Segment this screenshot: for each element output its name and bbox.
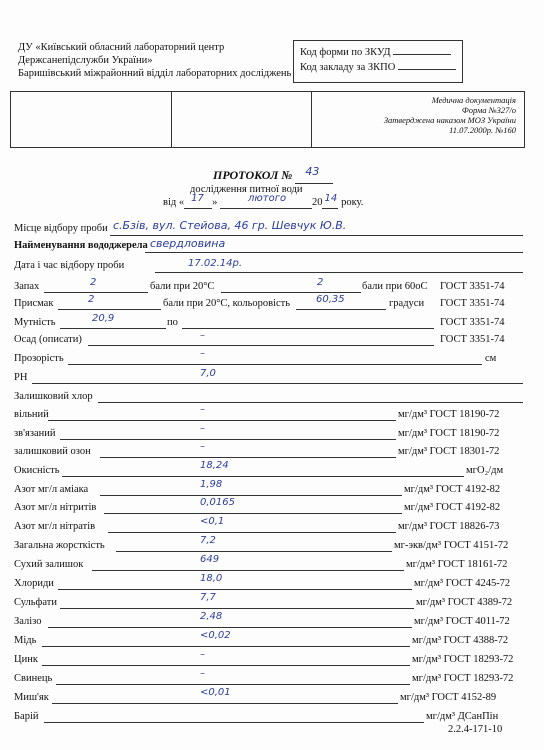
med-line-4: 11.07.2000р. №160 (449, 125, 516, 135)
date-mid: » (212, 197, 218, 208)
hard-label: Загальна жорсткість (14, 540, 105, 551)
smell-line-1 (44, 292, 148, 293)
sed-line (88, 345, 434, 346)
turb-line-1 (60, 328, 166, 329)
smell-value-1: 2 (90, 277, 97, 288)
ozone-value: – (200, 441, 205, 452)
smell-label: Запах (14, 281, 40, 292)
hard-gost: мг-экв/дм³ ГОСТ 4151-72 (394, 540, 509, 551)
org-line-3: Баришівський міжрайонний відділ лабораторних досліджень (18, 68, 292, 79)
bound-value: – (200, 423, 205, 434)
nitrate-gost: мг/дм³ ГОСТ 18826-73 (398, 521, 500, 532)
sed-gost: ГОСТ 3351-74 (440, 334, 505, 345)
protocol-subtitle: дослідження питної води (190, 184, 303, 195)
date-day: 17 (191, 193, 204, 204)
nitrite-gost: мг/дм³ ГОСТ 4192-82 (404, 502, 501, 513)
datetime-value: 17.02.14р. (188, 258, 243, 269)
taste-value-2: 60,35 (316, 294, 345, 305)
amm-value: 1,98 (200, 479, 223, 490)
taste-label: Присмак (14, 298, 54, 309)
taste-gost: ГОСТ 3351-74 (440, 298, 505, 309)
place-label: Місце відбору проби (14, 223, 108, 234)
med-line-1: Медична документація (431, 95, 516, 105)
org-line-1: ДУ «Київський обласний лабораторний центр (18, 42, 225, 53)
box-divider (171, 92, 172, 147)
pb-value: – (200, 668, 205, 679)
med-line-3: Затверджена наказом МОЗ України (383, 115, 516, 125)
source-line (145, 252, 523, 253)
turb-gost: ГОСТ 3351-74 (440, 317, 505, 328)
iron-gost: мг/дм³ ГОСТ 4011-72 (414, 616, 510, 627)
ba-gost: мг/дм³ ДСанПін (426, 711, 499, 722)
hard-value: 7,2 (200, 535, 216, 546)
smell-mid: бали при 20°С (150, 281, 215, 292)
turb-value: 20,9 (92, 313, 115, 324)
dry-gost: мг/дм³ ГОСТ 18161-72 (406, 559, 508, 570)
code-zkud-label: Код форми по ЗКУД (300, 47, 391, 58)
source-label: Найменування вододжерела (14, 240, 148, 251)
iron-value: 2,48 (200, 611, 223, 622)
dry-label: Сухий залишок (14, 559, 84, 570)
ba-gost-2: 2.2.4-171-10 (448, 724, 503, 735)
zn-label: Цинк (14, 654, 38, 665)
chlor2-gost: мг/дм³ ГОСТ 4245-72 (414, 578, 511, 589)
sulf-label: Сульфати (14, 597, 57, 608)
nitrate-value: <0,1 (200, 516, 225, 527)
amm-label: Азот мг/л аміака (14, 484, 89, 495)
oxid-line (62, 476, 464, 477)
sulf-gost: мг/дм³ ГОСТ 4389-72 (416, 597, 513, 608)
med-line-2: Форма №327/о (461, 105, 516, 115)
taste-value-1: 2 (88, 294, 95, 305)
ba-label: Барій (14, 711, 39, 722)
sulf-value: 7,7 (200, 592, 216, 603)
date-year-prefix: 20 (311, 197, 323, 208)
nitrite-value: 0,0165 (200, 497, 235, 508)
as-label: Миш'як (14, 692, 49, 703)
bound-gost: мг/дм³ ГОСТ 18190-72 (398, 428, 500, 439)
sed-value: – (200, 330, 205, 341)
chlor2-label: Хлориди (14, 578, 54, 589)
zn-line (42, 665, 410, 666)
code-zkud-field (393, 45, 451, 55)
oxid-label: Окисність (14, 465, 60, 476)
org-line-2: Держсанепідслужби України» (18, 55, 153, 66)
datetime-label: Дата і час відбору проби (14, 260, 125, 271)
dry-value: 649 (200, 554, 220, 565)
nitrite-label: Азот мг/л нітритів (14, 502, 97, 513)
smell-value-2: 2 (317, 277, 324, 288)
smell-gost: ГОСТ 3351-74 (440, 281, 505, 292)
free-line (48, 420, 396, 421)
code-zkpo-field (398, 60, 456, 70)
med-doc-text (384, 95, 516, 135)
hard-line (116, 551, 392, 552)
zn-value: – (200, 649, 205, 660)
bound-label: зв'язаний (14, 428, 56, 439)
amm-gost: мг/дм³ ГОСТ 4192-82 (404, 484, 501, 495)
iron-line (48, 627, 412, 628)
codes-box (293, 40, 463, 83)
zn-gost: мг/дм³ ГОСТ 18293-72 (412, 654, 514, 665)
as-gost: мг/дм³ ГОСТ 4152-89 (400, 692, 497, 703)
nitrite-line (104, 513, 402, 514)
code-zkpo-label: Код закладу за ЗКПО (300, 62, 396, 73)
cu-label: Мідь (14, 635, 37, 646)
chlor2-line (58, 589, 412, 590)
ph-value: 7,0 (200, 368, 216, 379)
taste-end: градуси (389, 298, 425, 309)
nitrate-label: Азот мг/л нітратів (14, 521, 96, 532)
cu-gost: мг/дм³ ГОСТ 4388-72 (412, 635, 509, 646)
chlor-line (98, 402, 523, 403)
pb-label: Свинець (14, 673, 53, 684)
sulf-line (60, 608, 414, 609)
ozone-gost: мг/дм³ ГОСТ 18301-72 (398, 446, 500, 457)
amm-line (100, 495, 402, 496)
cu-line (42, 646, 410, 647)
dry-line (92, 570, 404, 571)
turb-line-2 (182, 328, 434, 329)
turb-mid: по (167, 317, 178, 328)
bound-line (60, 439, 396, 440)
cu-value: <0,02 (200, 630, 231, 641)
taste-mid: бали при 20°С, кольоровість (163, 298, 291, 309)
free-label: вільний (14, 409, 49, 420)
smell-line-2 (221, 292, 361, 293)
as-value: <0,01 (200, 687, 231, 698)
iron-label: Залізо (14, 616, 42, 627)
transp-line (68, 364, 482, 365)
protocol-number: 43 (305, 165, 320, 178)
transp-value: – (200, 348, 205, 359)
box-divider (311, 92, 312, 147)
chlor-label: Залишковий хлор (14, 391, 93, 402)
transp-unit: см (485, 353, 497, 364)
nitrate-line (108, 532, 396, 533)
ozone-line (100, 457, 396, 458)
free-gost: мг/дм³ ГОСТ 18190-72 (398, 409, 500, 420)
sed-label: Осад (описати) (14, 334, 82, 345)
pb-gost: мг/дм³ ГОСТ 18293-72 (412, 673, 514, 684)
datetime-line (155, 272, 523, 273)
as-line (52, 703, 398, 704)
date-year-word: року. (341, 197, 364, 208)
turb-label: Мутність (14, 317, 56, 328)
ozone-label: залишковий озон (14, 446, 91, 457)
free-value: – (200, 404, 205, 415)
oxid-unit: мгО₂/дм (466, 465, 504, 476)
oxid-value: 18,24 (200, 460, 229, 471)
place-line (110, 235, 523, 236)
taste-line-1 (58, 309, 161, 310)
taste-line-2 (296, 309, 386, 310)
date-prefix: від « (163, 197, 185, 208)
pb-line (56, 684, 410, 685)
ph-line (32, 383, 523, 384)
protocol-title-text: ПРОТОКОЛ № (213, 168, 293, 182)
chlor2-value: 18,0 (200, 573, 223, 584)
ph-label: РН (14, 372, 28, 383)
date-year-suffix: 14 (324, 193, 338, 204)
place-value: с.Бзів, вул. Стейова, 46 гр. Шевчук Ю.В. (113, 219, 347, 232)
protocol-date (163, 193, 364, 209)
date-month: лютого (247, 193, 287, 204)
smell-end: бали при 60оС (362, 281, 428, 292)
ba-line (44, 722, 424, 723)
source-value: свердловина (150, 237, 226, 250)
transp-label: Прозорість (14, 353, 64, 364)
protocol-title (213, 165, 333, 184)
